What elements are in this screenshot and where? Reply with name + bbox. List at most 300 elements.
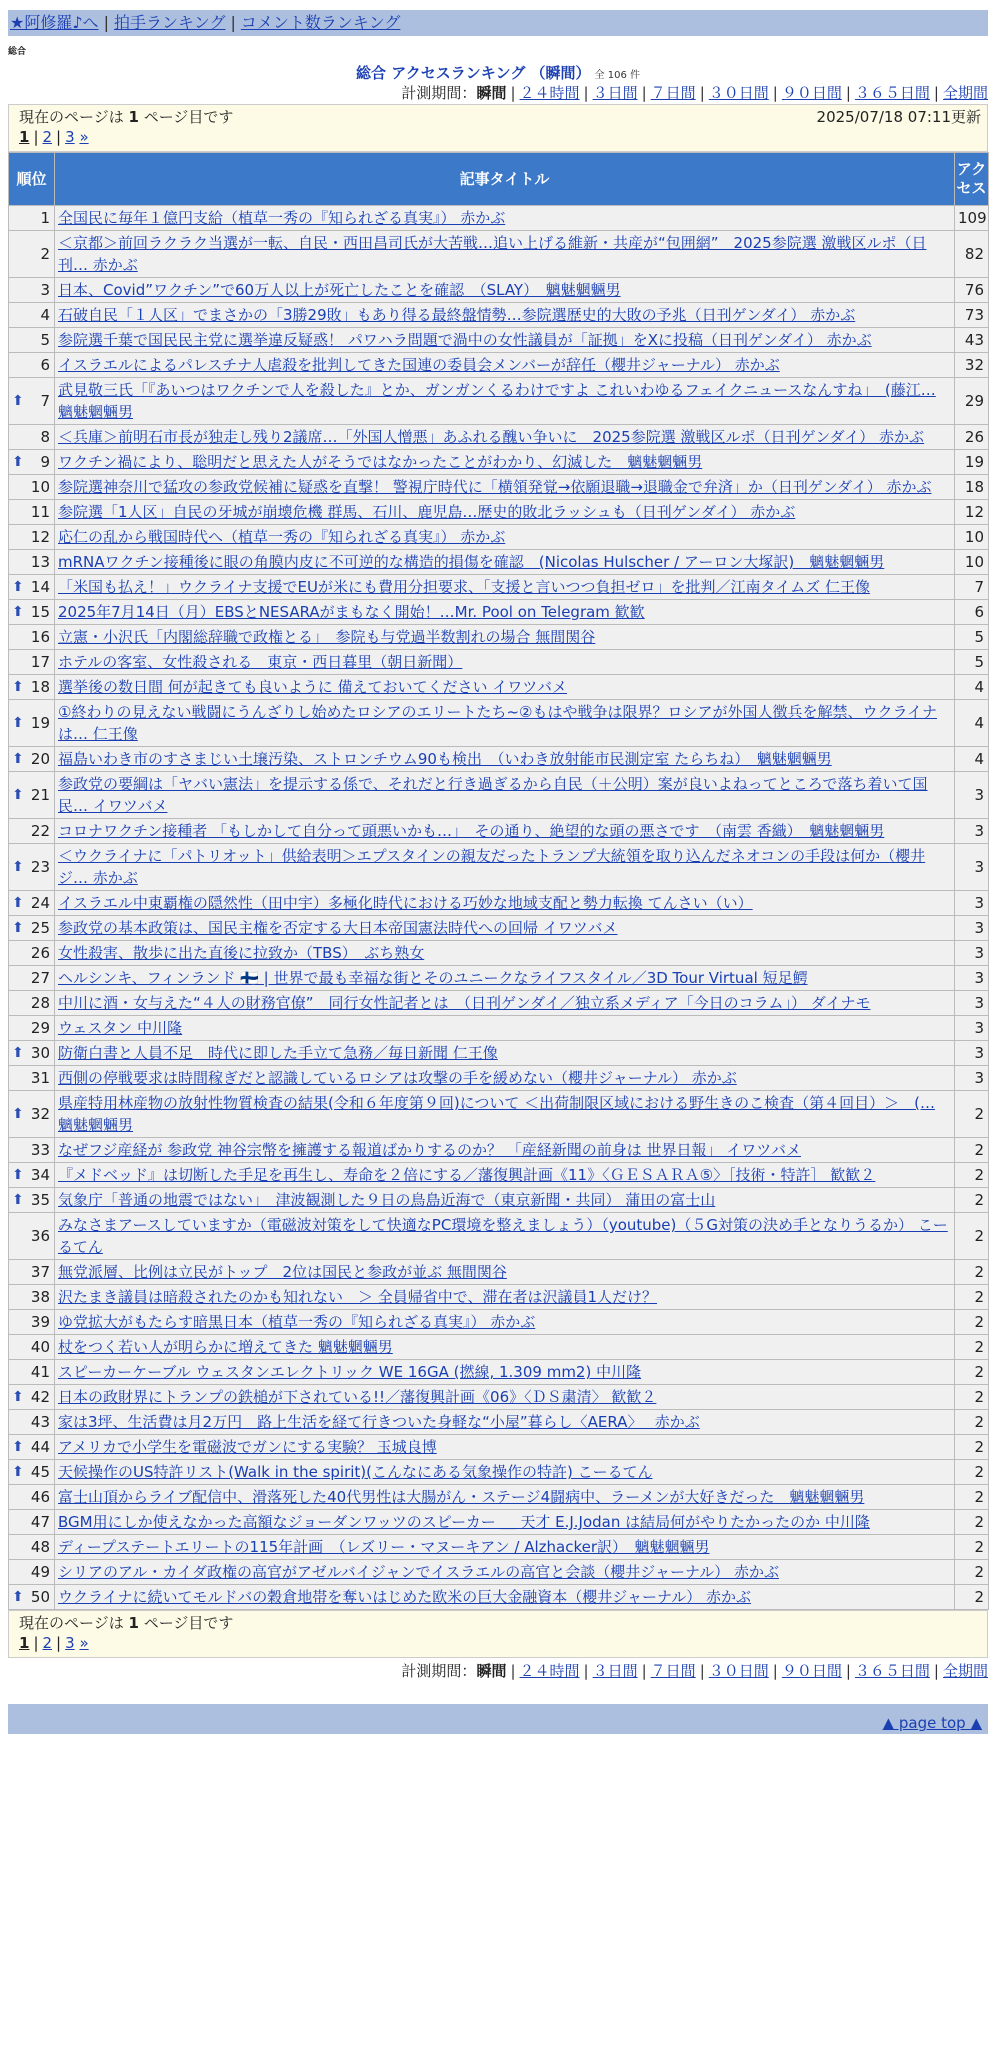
table-row <box>9 1213 989 1260</box>
table-row <box>9 1066 989 1091</box>
rank-cell <box>9 700 55 747</box>
rank-cell <box>9 1460 55 1485</box>
ranking-table <box>8 152 989 1610</box>
page-title: 総合 アクセスランキング （瞬間） 全 106 件 <box>356 64 640 82</box>
rank-number: 3 <box>40 281 50 299</box>
rank-number: 9 <box>40 453 50 471</box>
rank-number: 50 <box>30 1588 50 1606</box>
access-count: 2 <box>955 1138 989 1163</box>
table-row <box>9 1485 989 1510</box>
title-cell <box>55 1066 955 1091</box>
article-link[interactable]: 富士山頂からライブ配信中、滑落死した40代男性は大腸がん・ステージ4闘病中、ラーメンが大好きだった 魑魅魍魎男 <box>58 1488 865 1506</box>
title-cell <box>55 550 955 575</box>
article-link[interactable]: 福島いわき市のすさまじい土壌汚染、ストロンチウム90も検出 （いわき放射能市民測定室 たらちね） 魑魅魍魎男 <box>58 750 832 768</box>
access-count: 2 <box>955 1460 989 1485</box>
article-link[interactable]: 杖をつく若い人が明らかに増えてきた 魑魅魍魎男 <box>58 1338 393 1356</box>
access-count: 3 <box>955 1041 989 1066</box>
access-count: 18 <box>955 475 989 500</box>
period-3d[interactable]: ３日間 <box>592 1662 638 1680</box>
title-cell <box>55 1285 955 1310</box>
rank-up-arrow-icon: ⬆ <box>12 1045 24 1061</box>
access-count: 3 <box>955 1066 989 1091</box>
rank-cell <box>9 1560 55 1585</box>
article-link[interactable]: みなさまアースしていますか（電磁波対策をして快適なPC環境を整えましょう）（youtube)（５G対策の決め手となりうるか） こーるてん <box>58 1216 948 1256</box>
table-row <box>9 1460 989 1485</box>
table-row <box>9 1285 989 1310</box>
article-link[interactable]: 防衛白書と人員不足 時代に即した手立て急務／毎日新聞 仁王像 <box>58 1044 498 1062</box>
article-link[interactable]: 気象庁「普通の地震ではない」 津波観測した９日の鳥島近海で（東京新聞・共同） 蒲田の富士山 <box>58 1191 716 1209</box>
rank-number: 24 <box>30 894 50 912</box>
rank-cell <box>9 650 55 675</box>
period-7d[interactable]: ７日間 <box>650 1662 696 1680</box>
header-title: 記事タイトル <box>55 153 955 206</box>
rank-cell <box>9 500 55 525</box>
rank-cell <box>9 328 55 353</box>
table-row <box>9 328 989 353</box>
rank-number: 28 <box>30 994 50 1012</box>
title-cell <box>55 650 955 675</box>
rank-number: 10 <box>30 478 50 496</box>
table-row <box>9 844 989 891</box>
rank-number: 14 <box>30 578 50 596</box>
rank-number: 22 <box>30 822 50 840</box>
article-link[interactable]: コロナワクチン接種者 「もしかして自分って頭悪いかも…」 その通り、絶望的な頭の悪さです （南雲 香織） 魑魅魍魎男 <box>58 822 885 840</box>
table-row <box>9 1138 989 1163</box>
rank-cell <box>9 600 55 625</box>
rank-cell <box>9 966 55 991</box>
rank-cell <box>9 1163 55 1188</box>
rank-cell <box>9 1510 55 1535</box>
title-cell <box>55 450 955 475</box>
title-cell <box>55 1410 955 1435</box>
rank-cell <box>9 525 55 550</box>
article-link[interactable]: ウクライナに続いてモルドバの穀倉地帯を奪いはじめた欧米の巨大金融資本（櫻井ジャーナル） 赤かぶ <box>58 1588 751 1606</box>
article-link[interactable]: イスラエルによるパレスチナ人虐殺を批判してきた国連の委員会メンバーが辞任（櫻井ジャーナル） 赤かぶ <box>58 356 780 374</box>
rank-number: 40 <box>30 1338 50 1356</box>
rank-number: 25 <box>30 919 50 937</box>
page-3-link[interactable]: 3 <box>65 128 75 146</box>
access-count: 3 <box>955 772 989 819</box>
article-link[interactable]: ホテルの客室、女性殺される 東京・西日暮里（朝日新聞） <box>58 653 463 671</box>
rank-number: 35 <box>30 1191 50 1209</box>
title-cell <box>55 575 955 600</box>
access-count: 10 <box>955 550 989 575</box>
title-cell <box>55 206 955 231</box>
table-row <box>9 941 989 966</box>
table-row <box>9 1410 989 1435</box>
table-row <box>9 747 989 772</box>
top-nav: ★阿修羅♪へ | 拍手ランキング | コメント数ランキング <box>8 10 988 36</box>
rank-up-arrow-icon: ⬆ <box>12 787 24 803</box>
period-current: 瞬間 <box>476 84 507 102</box>
title-cell <box>55 1485 955 1510</box>
period-90d[interactable]: ９０日間 <box>781 1662 842 1680</box>
link-asyura[interactable]: ★阿修羅♪へ <box>10 13 99 32</box>
table-row <box>9 1091 989 1138</box>
access-count: 2 <box>955 1585 989 1610</box>
title-cell <box>55 772 955 819</box>
rank-number: 18 <box>30 678 50 696</box>
rank-number: 15 <box>30 603 50 621</box>
title-cell <box>55 1385 955 1410</box>
rank-number: 42 <box>30 1388 50 1406</box>
access-count: 12 <box>955 500 989 525</box>
article-link[interactable]: 西側の停戦要求は時間稼ぎだと認識しているロシアは攻撃の手を緩めない（櫻井ジャーナル） 赤かぶ <box>58 1069 737 1087</box>
access-count: 3 <box>955 991 989 1016</box>
rank-cell <box>9 675 55 700</box>
title-cell <box>55 231 955 278</box>
access-count: 2 <box>955 1560 989 1585</box>
article-link[interactable]: 全国民に毎年１億円支給（植草一秀の『知られざる真実』） 赤かぶ <box>58 209 506 227</box>
title-cell <box>55 819 955 844</box>
article-link[interactable]: 県産特用林産物の放射性物質検査の結果(令和６年度第９回)について ＜出荷制限区域における野生きのこ検査（第４回目）＞ (… 魑魅魍魎男 <box>58 1094 936 1134</box>
rank-cell <box>9 1585 55 1610</box>
access-count: 2 <box>955 1435 989 1460</box>
access-count: 109 <box>955 206 989 231</box>
article-link[interactable]: 武見敬三氏「『あいつはワクチンで人を殺した』とか、ガンガンくるわけですよ これいわゆるフェイクニュースなんすね」 (藤江… 魑魅魍魎男 <box>58 381 936 421</box>
table-row <box>9 1163 989 1188</box>
rank-number: 21 <box>30 786 50 804</box>
rank-number: 17 <box>30 653 50 671</box>
title-cell <box>55 1138 955 1163</box>
rank-up-arrow-icon: ⬆ <box>12 1389 24 1405</box>
header-access: アクセス <box>955 153 989 206</box>
rank-cell <box>9 891 55 916</box>
article-link[interactable]: アメリカで小学生を電磁波でガンにする実験？ 玉城良博 <box>58 1438 437 1456</box>
table-row <box>9 378 989 425</box>
table-row <box>9 575 989 600</box>
article-link[interactable]: 参院選千葉で国民民主党に選挙違反疑惑！ パワハラ問題で渦中の女性議員が「証拠」をXに投稿（日刊ゲンダイ） 赤かぶ <box>58 331 872 349</box>
article-link[interactable]: 『メドベッド』は切断した手足を再生し、寿命を２倍にする／藩復興計画《11》〈ＧＥＳＡＲＡ⑤〉［技術・特許］ 歓歓２ <box>58 1166 876 1184</box>
table-row <box>9 1535 989 1560</box>
rank-cell <box>9 941 55 966</box>
link-applause-ranking[interactable]: 拍手ランキング <box>113 13 226 32</box>
table-row <box>9 916 989 941</box>
article-link[interactable]: ワクチン禍により、聡明だと思えた人がそうではなかったことがわかり、幻滅した 魑魅魍魎男 <box>58 453 703 471</box>
access-count: 3 <box>955 941 989 966</box>
access-count: 26 <box>955 425 989 450</box>
table-row <box>9 450 989 475</box>
article-link[interactable]: 天候操作のUS特許リスト(Walk in the spirit)(こんなにある気象操作の特許) こーるてん <box>58 1463 653 1481</box>
title-cell <box>55 1091 955 1138</box>
access-count: 2 <box>955 1385 989 1410</box>
rank-number: 34 <box>30 1166 50 1184</box>
rank-cell <box>9 1385 55 1410</box>
article-link[interactable]: BGM用にしか使えなかった高額なジョーダンワッツのスピーカー ＿ 天才 E.J.Jodan は結局何がやりたかったのか 中川隆 <box>58 1513 870 1531</box>
period-all[interactable]: 全期間 <box>942 84 988 102</box>
title-cell <box>55 1188 955 1213</box>
period-24h[interactable]: ２４時間 <box>519 1662 580 1680</box>
title-cell <box>55 941 955 966</box>
table-row <box>9 819 989 844</box>
rank-cell <box>9 1066 55 1091</box>
title-cell <box>55 1360 955 1385</box>
period-3d[interactable]: ３日間 <box>592 84 638 102</box>
page-2-link[interactable]: 2 <box>42 128 53 146</box>
title-cell <box>55 328 955 353</box>
title-cell <box>55 1260 955 1285</box>
access-count: 2 <box>955 1188 989 1213</box>
rank-number: 20 <box>30 750 50 768</box>
access-count: 82 <box>955 231 989 278</box>
article-link[interactable]: ＜京都＞前回ラクラク当選が一転、自民・西田昌司氏が大苦戦…追い上げる維新・共産が“包囲網” 2025参院選 激戦区ルポ（日刊… 赤かぶ <box>58 234 927 274</box>
title-cell <box>55 625 955 650</box>
rank-cell <box>9 1485 55 1510</box>
access-count: 3 <box>955 844 989 891</box>
rank-number: 32 <box>30 1105 50 1123</box>
access-count: 3 <box>955 916 989 941</box>
article-link[interactable]: 石破自民「１人区」でまさかの「3勝29敗」もあり得る最終盤情勢…参院選歴史的大敗の予兆（日刊ゲンダイ） 赤かぶ <box>58 306 856 324</box>
rank-cell <box>9 1188 55 1213</box>
rank-up-arrow-icon: ⬆ <box>12 1106 24 1122</box>
article-link[interactable]: ヘルシンキ、フィンランド 🇫🇮 | 世界で最も幸福な街とそのユニークなライフスタイル／3D Tour Virtual 短足鰐 <box>58 969 808 987</box>
table-row <box>9 550 989 575</box>
title-cell <box>55 891 955 916</box>
rank-number: 43 <box>30 1413 50 1431</box>
article-link[interactable]: 参政党の要綱は「ヤバい憲法」を提示する係で、それだと行き過ぎるから自民（＋公明）案が良いよねってところで落ち着いて国民… イワツバメ <box>58 775 928 815</box>
rank-number: 47 <box>30 1513 50 1531</box>
rank-number: 41 <box>30 1363 50 1381</box>
pager-top: 現在のページは 1 ページ目です 2025/07/18 07:11更新 1 | 2 | 3 » <box>8 104 988 152</box>
table-row <box>9 772 989 819</box>
period-24h[interactable]: ２４時間 <box>519 84 580 102</box>
article-link[interactable]: ゆ党拡大がもたらす暗黒日本（植草一秀の『知られざる真実』） 赤かぶ <box>58 1313 536 1331</box>
article-link[interactable]: スピーカーケーブル ウェスタンエレクトリック WE 16GA (撚線, 1.309 mm2) 中川隆 <box>58 1363 642 1381</box>
rank-cell <box>9 1041 55 1066</box>
access-count: 2 <box>955 1260 989 1285</box>
link-comment-ranking[interactable]: コメント数ランキング <box>240 13 401 32</box>
article-link[interactable]: 立憲・小沢氏「内閣総辞職で政権とる」 参院も与党過半数割れの場合 無間関谷 <box>58 628 596 646</box>
article-link[interactable]: 選挙後の数日間 何が起きても良いように 備えておいてください イワツバメ <box>58 678 568 696</box>
page-1-current: 1 <box>19 128 30 146</box>
article-link[interactable]: mRNAワクチン接種後に眼の角膜内皮に不可逆的な構造的損傷を確認 (Nicolas Hulscher / アーロン大塚訳) 魑魅魍魎男 <box>58 553 885 571</box>
table-row <box>9 1188 989 1213</box>
rank-number: 1 <box>40 209 50 227</box>
title-cell <box>55 278 955 303</box>
rank-up-arrow-icon: ⬆ <box>12 679 24 695</box>
table-row <box>9 303 989 328</box>
article-link[interactable]: ウェスタン 中川隆 <box>58 1019 183 1037</box>
rank-number: 8 <box>40 428 50 446</box>
rank-up-arrow-icon: ⬆ <box>12 393 24 409</box>
rank-cell <box>9 475 55 500</box>
rank-up-arrow-icon: ⬆ <box>12 1167 24 1183</box>
next-page-link[interactable]: » <box>79 1634 89 1652</box>
rank-number: 36 <box>30 1227 50 1245</box>
period-30d[interactable]: ３０日間 <box>708 1662 769 1680</box>
rank-number: 37 <box>30 1263 50 1281</box>
title-cell <box>55 303 955 328</box>
article-link[interactable]: 無党派層、比例は立民がトップ 2位は国民と参政が並ぶ 無間関谷 <box>58 1263 507 1281</box>
header-rank: 順位 <box>9 153 55 206</box>
rank-number: 5 <box>40 331 50 349</box>
rank-cell <box>9 916 55 941</box>
rank-cell <box>9 991 55 1016</box>
table-row <box>9 891 989 916</box>
article-link[interactable]: 応仁の乱から戦国時代へ（植草一秀の『知られざる真実』） 赤かぶ <box>58 528 506 546</box>
title-cell <box>55 700 955 747</box>
article-link[interactable]: 参院選神奈川で猛攻の参政党候補に疑惑を直撃！ 警視庁時代に「横領発覚→依願退職→退職金で弁済」か（日刊ゲンダイ） 赤かぶ <box>58 478 932 496</box>
page-2-link[interactable]: 2 <box>42 1634 53 1652</box>
period-365d[interactable]: ３６５日間 <box>854 1662 930 1680</box>
table-row <box>9 1585 989 1610</box>
access-count: 2 <box>955 1163 989 1188</box>
article-link[interactable]: ＜ウクライナに「パトリオット」供給表明＞エプスタインの親友だったトランプ大統領を取り込んだネオコンの手段は何か（櫻井ジ… 赤かぶ <box>58 847 926 887</box>
pager-bottom: 現在のページは 1 ページ目です 1 | 2 | 3 » <box>8 1610 988 1658</box>
table-row <box>9 206 989 231</box>
title-cell <box>55 378 955 425</box>
page-top-link[interactable]: ▲ page top ▲ <box>882 1714 982 1732</box>
access-count: 2 <box>955 1335 989 1360</box>
period-7d[interactable]: ７日間 <box>650 84 696 102</box>
rank-cell <box>9 378 55 425</box>
rank-up-arrow-icon: ⬆ <box>12 895 24 911</box>
rank-cell <box>9 1360 55 1385</box>
title-cell <box>55 353 955 378</box>
title-cell <box>55 966 955 991</box>
next-page-link[interactable]: » <box>79 128 89 146</box>
access-count: 29 <box>955 378 989 425</box>
total-count: 全 106 件 <box>594 70 640 81</box>
table-row <box>9 1510 989 1535</box>
rank-number: 27 <box>30 969 50 987</box>
article-link[interactable]: 参政党の基本政策は、国民主権を否定する大日本帝国憲法時代への回帰 イワツバメ <box>58 919 618 937</box>
article-link[interactable]: 女性殺害、散歩に出た直後に拉致か（TBS） ぶち熟女 <box>58 944 425 962</box>
access-count: 2 <box>955 1535 989 1560</box>
title-cell <box>55 425 955 450</box>
rank-number: 16 <box>30 628 50 646</box>
rank-cell <box>9 278 55 303</box>
rank-cell <box>9 625 55 650</box>
title-cell <box>55 475 955 500</box>
rank-number: 26 <box>30 944 50 962</box>
rank-number: 39 <box>30 1313 50 1331</box>
article-link[interactable]: 日本の政財界にトランプの鉄槌が下されている!!／藩復興計画《06》〈ＤＳ粛清〉 歓歓２ <box>58 1388 657 1406</box>
table-row <box>9 475 989 500</box>
period-nav-top: 計測期間：瞬間 | ２４時間 | ３日間 | ７日間 | ３０日間 | ９０日間 | ３６５日間 | 全期間 <box>401 84 988 102</box>
access-count: 3 <box>955 819 989 844</box>
access-count: 4 <box>955 700 989 747</box>
title-cell <box>55 1213 955 1260</box>
rank-cell <box>9 575 55 600</box>
title-cell <box>55 1335 955 1360</box>
title-cell <box>55 1435 955 1460</box>
rank-up-arrow-icon: ⬆ <box>12 859 24 875</box>
access-count: 32 <box>955 353 989 378</box>
article-link[interactable]: なぜフジ産経が 参政党 神谷宗幣を擁護する報道ばかりするのか？ 「産経新聞の前身は 世界日報」 イワツバメ <box>58 1141 801 1159</box>
article-link[interactable]: 家は3坪、生活費は月2万円 路上生活を経て行きついた身軽な“小屋”暮らし〈AERA〉 赤かぶ <box>58 1413 700 1431</box>
table-row <box>9 425 989 450</box>
access-count: 2 <box>955 1213 989 1260</box>
rank-cell <box>9 303 55 328</box>
period-30d[interactable]: ３０日間 <box>708 84 769 102</box>
rank-cell <box>9 1138 55 1163</box>
rank-cell <box>9 353 55 378</box>
access-count: 6 <box>955 600 989 625</box>
period-all[interactable]: 全期間 <box>942 1662 988 1680</box>
article-link[interactable]: 日本、Covid”ワクチン”で60万人以上が死亡したことを確認 （SLAY） 魑魅魍魎男 <box>58 281 621 299</box>
article-link[interactable]: 中川に酒・女与えた“４人の財務官僚” 同行女性記者とは （日刊ゲンダイ／独立系メディア「今日のコラム」） ダイナモ <box>58 994 871 1012</box>
title-cell <box>55 1510 955 1535</box>
table-row <box>9 650 989 675</box>
rank-number: 29 <box>30 1019 50 1037</box>
access-count: 2 <box>955 1310 989 1335</box>
rank-up-arrow-icon: ⬆ <box>12 920 24 936</box>
title-cell <box>55 600 955 625</box>
rank-number: 46 <box>30 1488 50 1506</box>
period-365d[interactable]: ３６５日間 <box>854 84 930 102</box>
rank-cell <box>9 1310 55 1335</box>
access-count: 2 <box>955 1485 989 1510</box>
rank-number: 33 <box>30 1141 50 1159</box>
updated-time: 2025/07/18 07:11更新 <box>816 108 981 126</box>
article-link[interactable]: ①終わりの見えない戦闘にうんざりし始めたロシアのエリートたち~②もはや戦争は限界？ロシアが外国人徴兵を解禁、ウクライナは… 仁王像 <box>58 703 938 743</box>
rank-cell <box>9 1016 55 1041</box>
rank-cell <box>9 1335 55 1360</box>
article-link[interactable]: シリアのアル・カイダ政権の高官がアゼルバイジャンでイスラエルの高官と会談（櫻井ジャーナル） 赤かぶ <box>58 1563 780 1581</box>
rank-cell <box>9 1213 55 1260</box>
period-current: 瞬間 <box>476 1662 507 1680</box>
rank-number: 13 <box>30 553 50 571</box>
access-count: 2 <box>955 1360 989 1385</box>
article-link[interactable]: ディープステートエリートの115年計画 （レズリー・マヌーキアン / Alzhacker訳） 魑魅魍魎男 <box>58 1538 710 1556</box>
rank-up-arrow-icon: ⬆ <box>12 1464 24 1480</box>
title-cell <box>55 1310 955 1335</box>
access-count: 3 <box>955 1016 989 1041</box>
rank-cell <box>9 550 55 575</box>
bottom-bar <box>8 1704 988 1734</box>
access-count: 76 <box>955 278 989 303</box>
access-count: 4 <box>955 675 989 700</box>
rank-cell <box>9 1260 55 1285</box>
table-row <box>9 1310 989 1335</box>
table-row <box>9 675 989 700</box>
table-row <box>9 1560 989 1585</box>
article-link[interactable]: イスラエル中東覇権の隠然性（田中宇）多極化時代における巧妙な地域支配と勢力転換 てんさい（い） <box>58 894 753 912</box>
rank-cell <box>9 844 55 891</box>
table-row <box>9 1385 989 1410</box>
table-row <box>9 1260 989 1285</box>
article-link[interactable]: ＜兵庫＞前明石市長が独走し残り2議席…「外国人憎悪」あふれる醜い争いに 2025参院選 激戦区ルポ（日刊ゲンダイ） 赤かぶ <box>58 428 925 446</box>
page-3-link[interactable]: 3 <box>65 1634 75 1652</box>
rank-number: 31 <box>30 1069 50 1087</box>
period-90d[interactable]: ９０日間 <box>781 84 842 102</box>
article-link[interactable]: 沢たまき議員は暗殺されたのかも知れない ＞ 全員帰省中で、滞在者は沢議員1人だけ？ <box>58 1288 658 1306</box>
rank-cell <box>9 450 55 475</box>
article-link[interactable]: 2025年7月14日（月）EBSとNESARAがまもなく開始！…Mr. Pool on Telegram 歓歓 <box>58 603 645 621</box>
rank-cell <box>9 1285 55 1310</box>
title-cell <box>55 1460 955 1485</box>
article-link[interactable]: 参院選「1人区」自民の牙城が崩壊危機 群馬、石川、鹿児島…歴史的敗北ラッシュも（日刊ゲンダイ） 赤かぶ <box>58 503 796 521</box>
table-row <box>9 700 989 747</box>
rank-number: 12 <box>30 528 50 546</box>
rank-cell <box>9 231 55 278</box>
period-nav-bottom: 計測期間：瞬間 | ２４時間 | ３日間 | ７日間 | ３０日間 | ９０日間 | ３６５日間 | 全期間 <box>401 1662 988 1680</box>
title-cell <box>55 1560 955 1585</box>
rank-up-arrow-icon: ⬆ <box>12 454 24 470</box>
page-1-current: 1 <box>19 1634 30 1652</box>
title-cell <box>55 747 955 772</box>
title-cell <box>55 1016 955 1041</box>
title-cell <box>55 991 955 1016</box>
title-cell <box>55 1535 955 1560</box>
access-count: 19 <box>955 450 989 475</box>
title-cell <box>55 1041 955 1066</box>
table-row <box>9 1435 989 1460</box>
article-link[interactable]: 「米国も払え！」ウクライナ支援でEUが米にも費用分担要求、「支援と言いつつ負担ゼロ」を批判／江南タイムズ 仁王像 <box>58 578 870 596</box>
access-count: 7 <box>955 575 989 600</box>
table-row <box>9 278 989 303</box>
